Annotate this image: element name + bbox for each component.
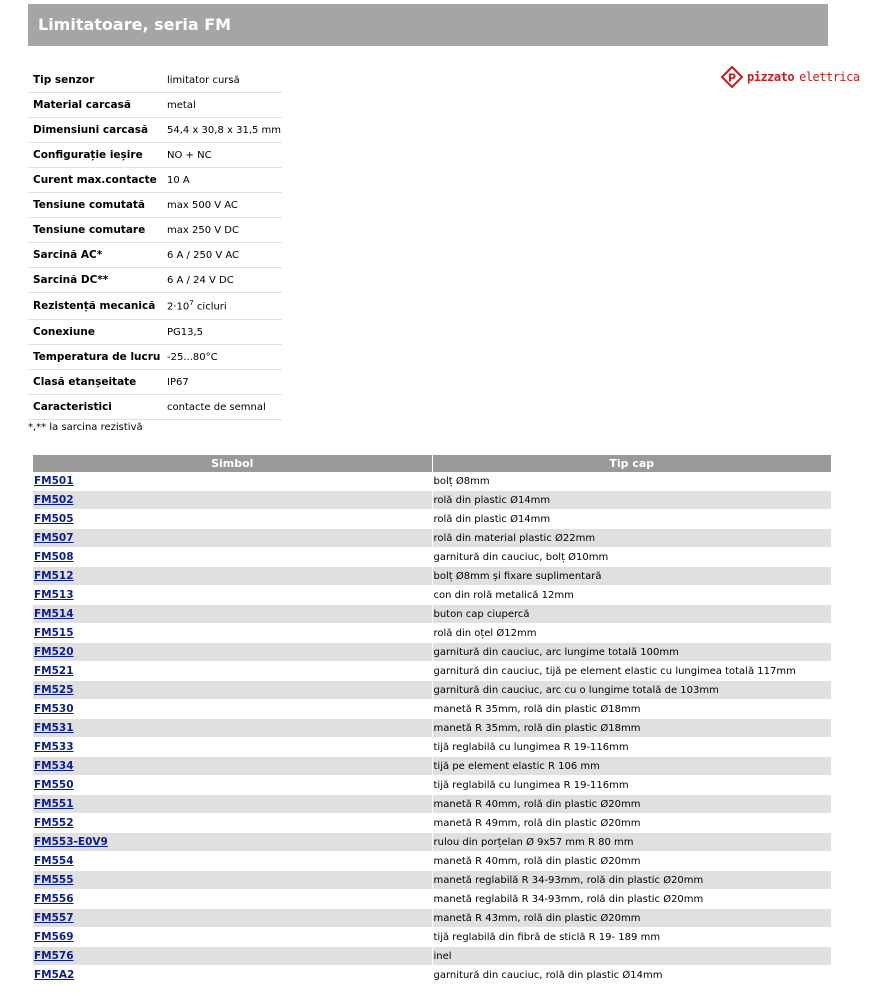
tip-cap-cell: bolț Ø8mm: [432, 472, 831, 491]
spec-value: PG13,5: [162, 320, 282, 345]
symbol-cell: [33, 700, 432, 719]
spec-row: [28, 345, 282, 370]
parts-table-body: [33, 472, 831, 985]
symbol-link[interactable]: FM534: [34, 760, 74, 772]
symbol-cell: [33, 738, 432, 757]
table-row: [33, 852, 831, 871]
table-row: [33, 928, 831, 947]
spec-label: Caracteristici: [28, 395, 162, 420]
spec-label: Clasă etanșeitate: [28, 370, 162, 395]
table-row: [33, 776, 831, 795]
tip-cap-cell: rulou din porțelan Ø 9x57 mm R 80 mm: [432, 833, 831, 852]
symbol-link[interactable]: FM556: [34, 893, 74, 905]
spec-label: Dimensiuni carcasă: [28, 118, 162, 143]
symbol-cell: [33, 814, 432, 833]
spec-value-unit: cicluri: [193, 301, 227, 313]
spec-value: NO + NC: [162, 143, 282, 168]
spec-row: [28, 68, 282, 93]
parts-table-header: [33, 455, 831, 472]
title-bar: [28, 4, 828, 46]
symbol-cell: [33, 681, 432, 700]
table-row: [33, 548, 831, 567]
table-row: [33, 966, 831, 985]
symbol-cell: [33, 510, 432, 529]
symbol-link[interactable]: FM505: [34, 513, 74, 525]
spec-value: max 500 V AC: [162, 193, 282, 218]
spec-value: 6 A / 250 V AC: [162, 243, 282, 268]
spec-value-exponent: 7: [189, 299, 194, 308]
symbol-link[interactable]: FM525: [34, 684, 74, 696]
symbol-cell: [33, 548, 432, 567]
parts-table: [33, 455, 831, 985]
spec-row: [28, 268, 282, 293]
symbol-link[interactable]: FM507: [34, 532, 74, 544]
tip-cap-cell: rolă din plastic Ø14mm: [432, 510, 831, 529]
table-row: [33, 719, 831, 738]
tip-cap-cell: inel: [432, 947, 831, 966]
table-row: [33, 738, 831, 757]
spec-row: [28, 168, 282, 193]
table-row: [33, 605, 831, 624]
symbol-cell: [33, 928, 432, 947]
symbol-cell: [33, 624, 432, 643]
symbol-link[interactable]: FM513: [34, 589, 74, 601]
spec-row: [28, 293, 282, 320]
spec-label: Conexiune: [28, 320, 162, 345]
tip-cap-cell: garnitură din cauciuc, tijă pe element elastic cu lungimea totală 117mm: [432, 662, 831, 681]
symbol-cell: [33, 871, 432, 890]
column-header-symbol: Simbol: [33, 455, 432, 472]
tip-cap-cell: rolă din oțel Ø12mm: [432, 624, 831, 643]
tip-cap-cell: tijă reglabilă din fibră de sticlă R 19- 189 mm: [432, 928, 831, 947]
tip-cap-cell: manetă R 40mm, rolă din plastic Ø20mm: [432, 852, 831, 871]
tip-cap-cell: manetă reglabilă R 34-93mm, rolă din plastic Ø20mm: [432, 871, 831, 890]
table-row: [33, 643, 831, 662]
symbol-link[interactable]: FM551: [34, 798, 74, 810]
spec-value: max 250 V DC: [162, 218, 282, 243]
symbol-link[interactable]: FM520: [34, 646, 74, 658]
pizzato-brand-text-2: elettrica: [799, 70, 860, 84]
symbol-link[interactable]: FM533: [34, 741, 74, 753]
symbol-link[interactable]: FM502: [34, 494, 74, 506]
table-row: [33, 890, 831, 909]
symbol-cell: [33, 909, 432, 928]
symbol-cell: [33, 719, 432, 738]
symbol-cell: [33, 643, 432, 662]
spec-row: [28, 118, 282, 143]
symbol-link[interactable]: FM521: [34, 665, 74, 677]
symbol-link[interactable]: FM569: [34, 931, 74, 943]
tip-cap-cell: manetă R 35mm, rolă din plastic Ø18mm: [432, 719, 831, 738]
table-row: [33, 567, 831, 586]
symbol-link[interactable]: FM557: [34, 912, 74, 924]
tip-cap-cell: rolă din material plastic Ø22mm: [432, 529, 831, 548]
spec-row: [28, 395, 282, 420]
tip-cap-cell: manetă R 43mm, rolă din plastic Ø20mm: [432, 909, 831, 928]
specs-table: [28, 68, 282, 420]
symbol-link[interactable]: FM501: [34, 475, 74, 487]
spec-row: [28, 193, 282, 218]
table-row: [33, 814, 831, 833]
symbol-link[interactable]: FM512: [34, 570, 74, 582]
tip-cap-cell: manetă R 40mm, rolă din plastic Ø20mm: [432, 795, 831, 814]
symbol-link[interactable]: FM530: [34, 703, 74, 715]
spec-label: Tensiune comutată: [28, 193, 162, 218]
symbol-link[interactable]: FM554: [34, 855, 74, 867]
tip-cap-cell: tijă reglabilă cu lungimea R 19-116mm: [432, 738, 831, 757]
symbol-link[interactable]: FM5A2: [34, 969, 75, 981]
spec-row: [28, 243, 282, 268]
symbol-link[interactable]: FM553-E0V9: [34, 836, 108, 848]
symbol-link[interactable]: FM514: [34, 608, 74, 620]
footnote: *,** la sarcina rezistivă: [28, 422, 143, 433]
table-row: [33, 491, 831, 510]
tip-cap-cell: garnitură din cauciuc, arc cu o lungime totală de 103mm: [432, 681, 831, 700]
tip-cap-cell: buton cap ciupercă: [432, 605, 831, 624]
symbol-link[interactable]: FM555: [34, 874, 74, 886]
tip-cap-cell: tijă reglabilă cu lungimea R 19-116mm: [432, 776, 831, 795]
tip-cap-cell: tijă pe element elastic R 106 mm: [432, 757, 831, 776]
tip-cap-cell: garnitură din cauciuc, bolț Ø10mm: [432, 548, 831, 567]
spec-label: Rezistență mecanică: [28, 293, 162, 320]
symbol-cell: [33, 890, 432, 909]
tip-cap-cell: garnitură din cauciuc, arc lungime totală 100mm: [432, 643, 831, 662]
spec-label: Curent max.contacte: [28, 168, 162, 193]
table-row: [33, 529, 831, 548]
table-row: [33, 662, 831, 681]
table-row: [33, 472, 831, 491]
symbol-cell: [33, 662, 432, 681]
symbol-cell: [33, 795, 432, 814]
spec-label: Sarcină AC*: [28, 243, 162, 268]
symbol-cell: [33, 966, 432, 985]
tip-cap-cell: rolă din plastic Ø14mm: [432, 491, 831, 510]
symbol-link[interactable]: FM515: [34, 627, 74, 639]
symbol-link[interactable]: FM531: [34, 722, 74, 734]
pizzato-logo: [721, 66, 860, 88]
pizzato-brand-text: pizzato: [747, 70, 795, 84]
spec-row: [28, 143, 282, 168]
symbol-link[interactable]: FM552: [34, 817, 74, 829]
specs-table-body: [28, 68, 282, 420]
tip-cap-cell: manetă R 49mm, rolă din plastic Ø20mm: [432, 814, 831, 833]
symbol-cell: [33, 852, 432, 871]
spec-label: Material carcasă: [28, 93, 162, 118]
symbol-cell: [33, 757, 432, 776]
spec-label: Temperatura de lucru: [28, 345, 162, 370]
spec-value: IP67: [162, 370, 282, 395]
table-row: [33, 871, 831, 890]
table-row: [33, 681, 831, 700]
spec-value: 10 A: [162, 168, 282, 193]
spec-value-base: 2·10: [167, 301, 190, 313]
spec-value: contacte de semnal: [162, 395, 282, 420]
symbol-link[interactable]: FM508: [34, 551, 74, 563]
spec-label: Tensiune comutare: [28, 218, 162, 243]
spec-value: 6 A / 24 V DC: [162, 268, 282, 293]
spec-row: [28, 93, 282, 118]
spec-value: 54,4 x 30,8 x 31,5 mm: [162, 118, 282, 143]
spec-value: metal: [162, 93, 282, 118]
symbol-cell: [33, 947, 432, 966]
spec-label: Configurație ieșire: [28, 143, 162, 168]
symbol-link[interactable]: FM576: [34, 950, 74, 962]
symbol-cell: [33, 491, 432, 510]
table-row: [33, 947, 831, 966]
svg-text:P: P: [727, 71, 737, 85]
table-row: [33, 795, 831, 814]
spec-label: Tip senzor: [28, 68, 162, 93]
page-title: Limitatoare, seria FM: [38, 15, 232, 34]
table-row: [33, 909, 831, 928]
spec-value: [162, 293, 282, 320]
table-row: [33, 700, 831, 719]
symbol-cell: [33, 586, 432, 605]
symbol-cell: [33, 833, 432, 852]
spec-label: Sarcină DC**: [28, 268, 162, 293]
symbol-cell: [33, 472, 432, 491]
spec-row: [28, 370, 282, 395]
symbol-cell: [33, 776, 432, 795]
symbol-cell: [33, 529, 432, 548]
symbol-cell: [33, 567, 432, 586]
table-row: [33, 624, 831, 643]
tip-cap-cell: con din rolă metalică 12mm: [432, 586, 831, 605]
symbol-link[interactable]: FM550: [34, 779, 74, 791]
spec-row: [28, 320, 282, 345]
table-row: [33, 833, 831, 852]
spec-value: -25...80°C: [162, 345, 282, 370]
column-header-tip: Tip cap: [432, 455, 831, 472]
symbol-cell: [33, 605, 432, 624]
tip-cap-cell: manetă reglabilă R 34-93mm, rolă din plastic Ø20mm: [432, 890, 831, 909]
tip-cap-cell: manetă R 35mm, rolă din plastic Ø18mm: [432, 700, 831, 719]
tip-cap-cell: garnitură din cauciuc, rolă din plastic Ø14mm: [432, 966, 831, 985]
spec-value: limitator cursă: [162, 68, 282, 93]
table-row: [33, 586, 831, 605]
table-row: [33, 510, 831, 529]
tip-cap-cell: bolț Ø8mm și fixare suplimentară: [432, 567, 831, 586]
table-row: [33, 757, 831, 776]
spec-row: [28, 218, 282, 243]
pizzato-logo-mark-icon: [721, 66, 743, 88]
